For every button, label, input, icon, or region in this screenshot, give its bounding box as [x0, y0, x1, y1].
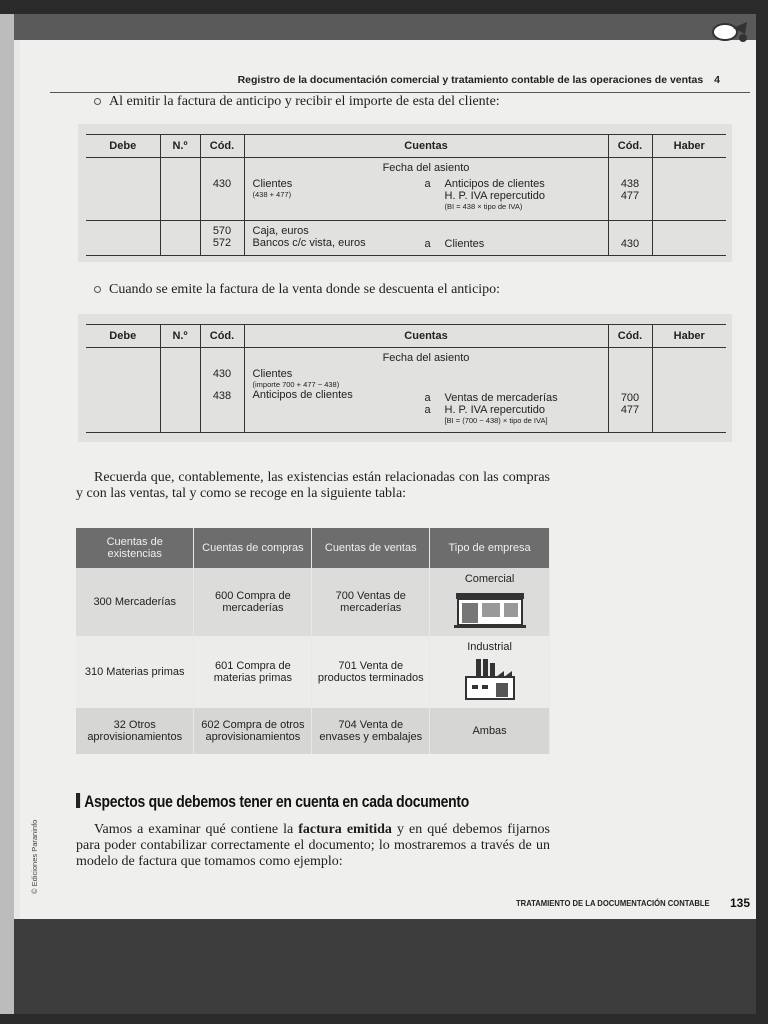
col-debe: Debe: [86, 135, 160, 158]
bullet-text: Cuando se emite la factura de la venta donde se descuenta el anticipo:: [109, 282, 501, 297]
ledger-box-2: [78, 314, 732, 442]
chapter-logo-icon: [700, 14, 756, 44]
credit-account: Clientes: [444, 238, 485, 250]
ledger-box-1: [78, 124, 732, 262]
ledger-table-2: [86, 324, 726, 433]
section-title-text: Aspectos que debemos tener en cuenta en cada documento: [84, 792, 470, 811]
col-debe: Debe: [86, 325, 160, 348]
credit-code-1: 438: [620, 178, 640, 190]
debit-account-2: Bancos c/c vista, euros: [252, 237, 366, 249]
running-header: [20, 74, 720, 86]
credit-note: (BI = 438 × tipo de IVA): [444, 202, 523, 211]
section-text-1: Vamos a examinar qué contiene la: [94, 822, 299, 837]
cell-compras: 601 Compra de materias primas: [194, 636, 312, 708]
ledger-entry-2: [86, 221, 726, 256]
col-haber: Haber: [652, 325, 726, 348]
col-cod-debit: Cód.: [200, 135, 244, 158]
date-label: Fecha del asiento: [382, 162, 470, 174]
bullet-icon: [94, 98, 101, 105]
header-ventas: Cuentas de ventas: [312, 528, 430, 568]
credit-note: [BI = (700 − 438) × tipo de IVA]: [444, 416, 548, 425]
cell-tipo: Ambas: [430, 708, 550, 754]
debit-account-1: Clientes: [252, 368, 293, 380]
debit-code-2: 572: [212, 237, 232, 249]
debit-account-1: Caja, euros: [252, 225, 309, 237]
col-cod-credit: Cód.: [608, 325, 652, 348]
chapter-number: 4: [714, 74, 720, 86]
credit-code: 430: [608, 221, 652, 256]
debit-code-1: 570: [212, 225, 232, 237]
table-row: [76, 568, 550, 636]
a-connector-2: a: [424, 404, 431, 416]
cell-existencias: 32 Otros aprovisionamientos: [76, 708, 194, 754]
a-connector: a: [424, 178, 431, 190]
col-haber: Haber: [652, 135, 726, 158]
debit-note: (importe 700 + 477 − 438): [252, 380, 340, 389]
credit-account-1: Ventas de mercaderías: [444, 392, 558, 404]
header-tipo-empresa: Tipo de empresa: [430, 528, 550, 568]
table-row: [76, 708, 550, 754]
running-title: Registro de la documentación comercial y tratamiento contable de las operaciones de ventas: [237, 74, 704, 86]
ledger-header-row: [86, 325, 726, 348]
cell-compras: 602 Compra de otros aprovisionamientos: [194, 708, 312, 754]
debit-code-1: 430: [212, 368, 232, 380]
section-paragraph: [76, 822, 550, 870]
stock-header-row: [76, 528, 550, 568]
credit-account-2: H. P. IVA repercutido: [444, 404, 545, 416]
a-connector-1: a: [424, 392, 431, 404]
ledger-entry-1: [86, 158, 726, 221]
bullet-icon: [94, 286, 101, 293]
cell-ventas: 701 Venta de productos terminados: [312, 636, 430, 708]
section-text-bold: factura emitida: [298, 822, 392, 837]
section-heading: [76, 792, 469, 812]
side-credit: © Ediciones Paraninfo: [30, 819, 39, 894]
credit-code-2: 477: [620, 190, 640, 202]
cell-ventas: 700 Ventas de mercaderías: [312, 568, 430, 636]
credit-code-2: 477: [620, 404, 640, 416]
col-cuentas: Cuentas: [244, 325, 608, 348]
top-band: [14, 14, 756, 40]
a-connector: a: [424, 238, 431, 250]
page-content: [20, 40, 756, 919]
bullet-text: Al emitir la factura de anticipo y recibir el importe de esta del cliente:: [109, 94, 500, 109]
stock-accounts-table: [76, 528, 550, 754]
page-gutter: [0, 14, 14, 1014]
col-cod-debit: Cód.: [200, 325, 244, 348]
header-rule: [50, 92, 750, 93]
page-number: 135: [730, 896, 751, 910]
ledger-header-row: [86, 135, 726, 158]
cell-tipo: Industrial: [467, 640, 512, 653]
footer-label: TRATAMIENTO DE LA DOCUMENTACIÓN CONTABLE: [516, 898, 710, 908]
date-label: Fecha del asiento: [382, 352, 470, 364]
ledger-entry: [86, 348, 726, 433]
credit-account-2: H. P. IVA repercutido: [444, 190, 545, 202]
debit-note: (438 + 477): [252, 190, 292, 199]
col-numero: N.º: [160, 325, 200, 348]
page-sheet: [14, 14, 756, 919]
col-cuentas: Cuentas: [244, 135, 608, 158]
cell-ventas: 704 Venta de envases y embalajes: [312, 708, 430, 754]
cell-tipo: Comercial: [464, 572, 515, 585]
recuerda-text: Recuerda que, contablemente, las existencias están relacionadas con las compras y con las ventas, tal y como se recoge en la siguiente tabla:: [76, 470, 550, 501]
debit-code: 430: [200, 158, 244, 221]
credit-account-1: Anticipos de clientes: [444, 178, 545, 190]
col-numero: N.º: [160, 135, 200, 158]
header-compras: Cuentas de compras: [194, 528, 312, 568]
shop-icon: [454, 589, 526, 629]
cell-existencias: 310 Materias primas: [76, 636, 194, 708]
cell-compras: 600 Compra de mercaderías: [194, 568, 312, 636]
bullet-descuento: [94, 282, 500, 298]
bullet-anticipo: [94, 94, 500, 110]
section-text-2: y en qué debemos fijarnos para poder contabilizar correctamente el documento; lo mostraremos a través de un modelo de factura que tomamos como ejemplo:: [76, 822, 550, 869]
cell-existencias: 300 Mercaderías: [76, 568, 194, 636]
table-row: [76, 636, 550, 708]
ledger-table-1: [86, 134, 726, 256]
factory-icon: [462, 657, 518, 701]
bottom-band: [14, 919, 756, 1014]
header-existencias: Cuentas de existencias: [76, 528, 194, 568]
debit-code-2: 438: [212, 390, 232, 402]
debit-account: Clientes: [252, 178, 293, 190]
recuerda-paragraph: [76, 470, 550, 502]
debit-account-2: Anticipos de clientes: [252, 389, 353, 401]
col-cod-credit: Cód.: [608, 135, 652, 158]
heading-marker: [76, 793, 80, 808]
credit-code-1: 700: [620, 392, 640, 404]
